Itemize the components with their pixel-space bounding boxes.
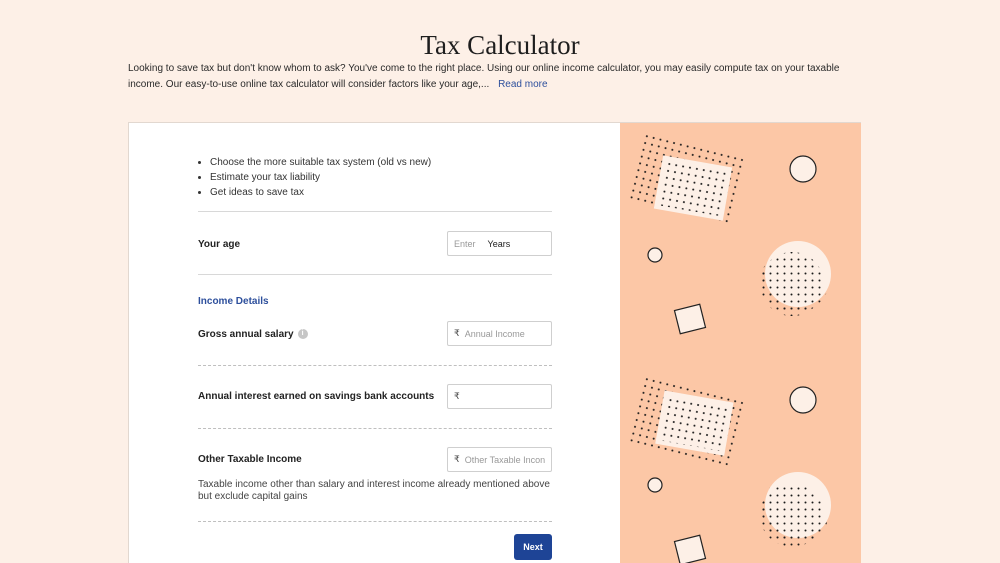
age-label: Your age: [198, 239, 241, 250]
feature-item: • Estimate your tax liability: [210, 170, 431, 185]
rupee-icon: ₹: [454, 391, 460, 401]
pattern-tile: [628, 133, 831, 334]
feature-item: • Choose the more suitable tax system (old vs new): [210, 155, 431, 170]
dot-grid-shape: [760, 252, 824, 316]
intro-body: Looking to save tax but don't know whom to ask? You've come to the right place. Using our online income calculator, you may easily compute tax on your taxable income. Our easy-to-use online tax calculator will consider factors like your age,...: [128, 63, 840, 90]
other-income-help: Taxable income other than salary and interest income already mentioned above but exclude capital gains: [198, 479, 550, 502]
salary-placeholder: Annual Income: [464, 328, 525, 339]
calculator-form: [198, 123, 552, 563]
rupee-icon: ₹: [454, 328, 460, 338]
salary-input[interactable]: [447, 321, 552, 346]
age-unit: Years: [487, 238, 511, 249]
square-shape: [674, 304, 705, 334]
other-income-input[interactable]: [447, 447, 552, 472]
calculator-card: [128, 122, 861, 563]
read-more-link[interactable]: Read more: [498, 79, 548, 90]
circle-shape: [790, 387, 816, 413]
dot-grid-shape: [760, 483, 824, 547]
rupee-icon: ₹: [454, 454, 460, 464]
feature-list: [210, 155, 431, 200]
interest-input[interactable]: [447, 384, 552, 409]
intro-text: [128, 61, 868, 93]
income-details-heading: Income Details: [198, 296, 269, 307]
salary-label: [198, 329, 308, 340]
age-input[interactable]: [447, 231, 552, 256]
divider: [198, 274, 552, 275]
pattern-tile: [628, 376, 831, 563]
interest-label: Annual interest earned on savings bank accounts: [198, 391, 435, 402]
circle-shape: [648, 478, 662, 492]
circle-shape: [648, 248, 662, 262]
feature-item: • Get ideas to save tax: [210, 185, 431, 200]
salary-label-text: Gross annual salary: [198, 329, 294, 340]
next-button[interactable]: Next: [514, 534, 552, 560]
other-income-label: Other Taxable Income: [198, 454, 302, 465]
divider: [198, 428, 552, 429]
divider: [198, 211, 552, 212]
pattern-graphic: [620, 123, 861, 563]
circle-shape: [790, 156, 816, 182]
decorative-illustration: [620, 123, 861, 563]
page-title: Tax Calculator: [420, 30, 580, 60]
divider: [198, 365, 552, 366]
info-icon[interactable]: i: [298, 329, 308, 339]
other-income-placeholder: Other Taxable Incon: [464, 454, 546, 465]
square-shape: [674, 535, 705, 563]
age-placeholder: Enter: [454, 238, 476, 249]
divider: [198, 521, 552, 522]
